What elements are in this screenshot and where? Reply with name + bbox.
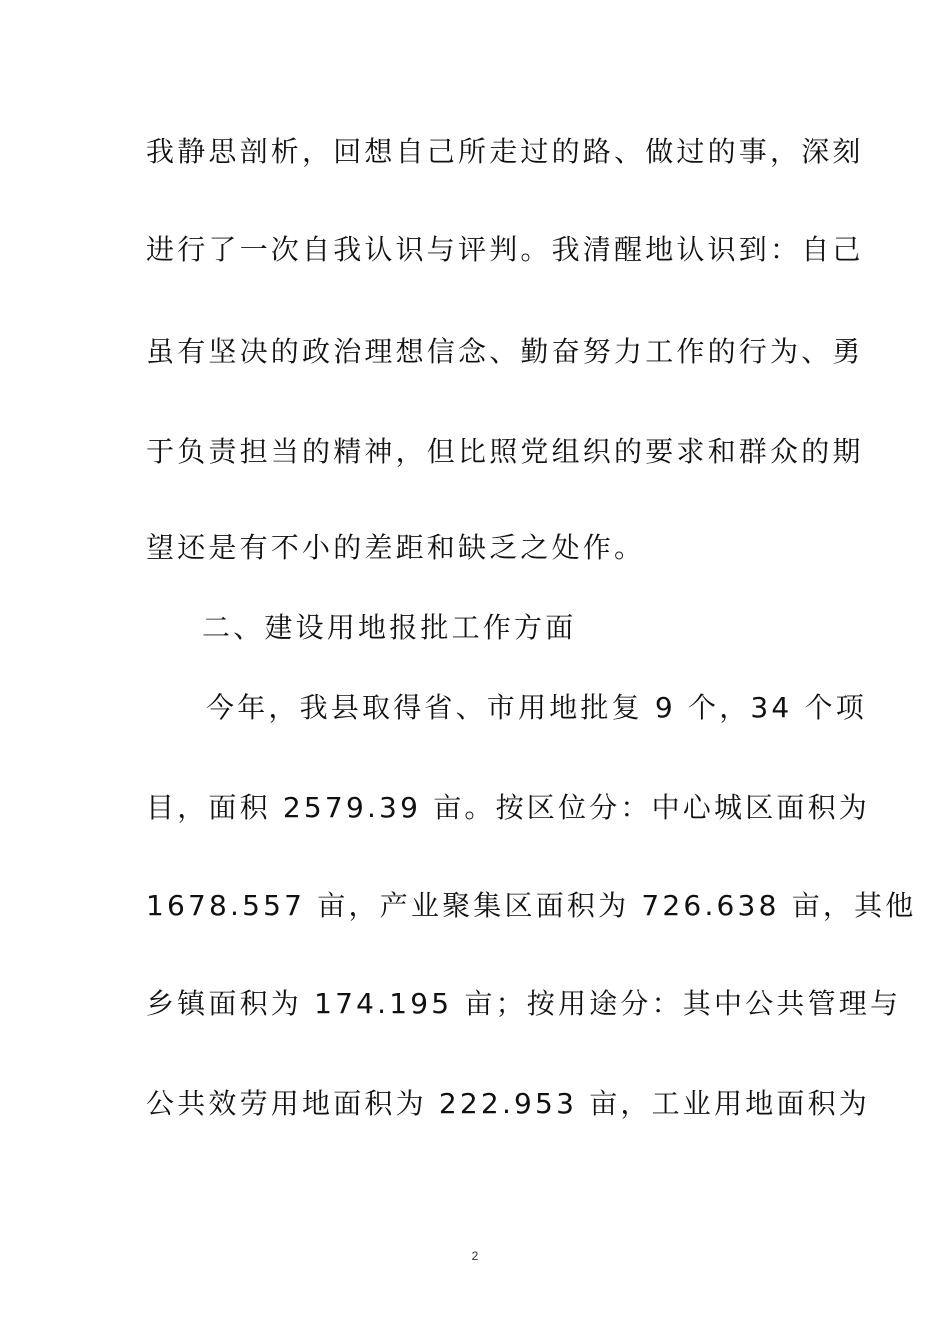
body-text-line-4: 于负责担当的精神，但比照党组织的要求和群众的期 [146,435,864,468]
section-heading: 二、建设用地报批工作方面 [202,611,577,644]
body-text-line-5: 望还是有不小的差距和缺乏之处作。 [146,531,646,564]
paragraph-line-3: 1678.557 亩，产业聚集区面积为 726.638 亩，其他 [146,889,917,922]
body-text-line-2: 进行了一次自我认识与评判。我清醒地认识到：自己 [146,233,864,266]
page-number: 2 [471,1249,479,1263]
body-text-line-3: 虽有坚决的政治理想信念、勤奋努力工作的行为、勇 [146,335,864,368]
paragraph-line-2: 目，面积 2579.39 亩。按区位分：中心城区面积为 [146,791,870,824]
paragraph-line-4: 乡镇面积为 174.195 亩；按用途分：其中公共管理与 [146,987,902,1020]
body-text-line-1: 我静思剖析，回想自己所走过的路、做过的事，深刻 [146,135,864,168]
paragraph-line-1: 今年，我县取得省、市用地批复 9 个，34 个项 [206,691,867,724]
paragraph-line-5: 公共效劳用地面积为 222.953 亩，工业用地面积为 [146,1087,870,1120]
